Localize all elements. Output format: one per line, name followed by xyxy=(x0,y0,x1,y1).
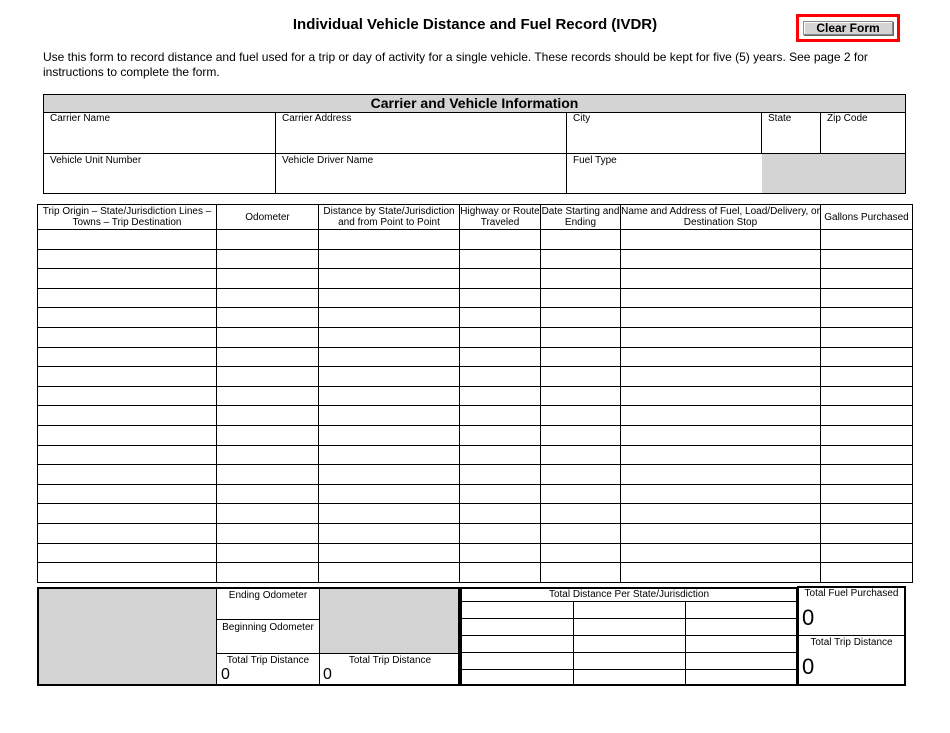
table-row xyxy=(38,288,913,308)
table-cell-input[interactable] xyxy=(541,523,621,543)
table-cell-input[interactable] xyxy=(460,465,541,485)
table-cell-input[interactable] xyxy=(541,406,621,426)
odometer-totals-block xyxy=(37,587,460,686)
state-label: State xyxy=(768,113,792,124)
table-header-row xyxy=(38,205,913,230)
column-header-trip-origin: Trip Origin – State/Jurisdiction Lines – Towns – Trip Destination xyxy=(38,205,217,230)
table-cell-input[interactable] xyxy=(821,504,913,524)
table-row xyxy=(38,563,913,583)
table-cell-input[interactable] xyxy=(217,484,319,504)
table-cell-input[interactable] xyxy=(38,425,217,445)
table-cell-input[interactable] xyxy=(460,484,541,504)
table-cell-input[interactable] xyxy=(217,386,319,406)
table-cell-input[interactable] xyxy=(319,425,460,445)
table-cell-input[interactable] xyxy=(217,563,319,583)
table-cell-input[interactable] xyxy=(821,347,913,367)
table-row xyxy=(38,425,913,445)
table-cell-input[interactable] xyxy=(319,288,460,308)
table-cell-input[interactable] xyxy=(460,386,541,406)
table-cell-input[interactable] xyxy=(621,504,821,524)
table-cell-input[interactable] xyxy=(621,230,821,250)
table-cell-input[interactable] xyxy=(460,504,541,524)
column-header-stop: Name and Address of Fuel, Load/Delivery, or Destination Stop xyxy=(621,206,820,228)
table-row xyxy=(38,249,913,269)
carrier-name-field[interactable] xyxy=(44,112,275,153)
table-row xyxy=(38,367,913,387)
per-state-heading: Total Distance Per State/Jurisdiction xyxy=(548,589,710,600)
table-cell-input[interactable] xyxy=(319,327,460,347)
trip-log-table xyxy=(37,204,913,583)
table-row xyxy=(38,347,913,367)
table-cell-input[interactable] xyxy=(38,406,217,426)
table-cell-input[interactable] xyxy=(541,543,621,563)
table-cell-input[interactable] xyxy=(217,425,319,445)
total-trip-distance-label-2: Total Trip Distance xyxy=(348,655,432,666)
table-cell-input[interactable] xyxy=(541,465,621,485)
table-cell-input[interactable] xyxy=(821,308,913,328)
table-cell-input[interactable] xyxy=(217,504,319,524)
table-cell-input[interactable] xyxy=(319,465,460,485)
table-cell-input[interactable] xyxy=(319,230,460,250)
table-cell-input[interactable] xyxy=(621,249,821,269)
table-cell-input[interactable] xyxy=(621,425,821,445)
table-cell-input[interactable] xyxy=(541,504,621,524)
unit-number-label: Vehicle Unit Number xyxy=(50,155,142,166)
table-cell-input[interactable] xyxy=(38,504,217,524)
table-cell-input[interactable] xyxy=(621,543,821,563)
table-cell-input[interactable] xyxy=(217,347,319,367)
table-cell-input[interactable] xyxy=(821,445,913,465)
table-cell-input[interactable] xyxy=(541,230,621,250)
table-cell-input[interactable] xyxy=(541,327,621,347)
per-state-distance-block xyxy=(460,587,798,686)
table-cell-input[interactable] xyxy=(38,484,217,504)
table-row xyxy=(38,484,913,504)
table-cell-input[interactable] xyxy=(460,327,541,347)
table-cell-input[interactable] xyxy=(541,445,621,465)
table-cell-input[interactable] xyxy=(217,230,319,250)
total-fuel-value: 0 xyxy=(802,605,815,630)
table-cell-input[interactable] xyxy=(621,327,821,347)
table-cell-input[interactable] xyxy=(460,347,541,367)
table-cell-input[interactable] xyxy=(460,230,541,250)
table-row xyxy=(38,543,913,563)
unit-number-field[interactable] xyxy=(44,154,275,194)
table-cell-input[interactable] xyxy=(541,484,621,504)
table-cell-input[interactable] xyxy=(621,523,821,543)
table-cell-input[interactable] xyxy=(460,308,541,328)
table-row xyxy=(38,327,913,347)
table-row xyxy=(38,406,913,426)
table-cell-input[interactable] xyxy=(319,386,460,406)
fuel-type-label: Fuel Type xyxy=(573,155,617,166)
table-cell-input[interactable] xyxy=(460,523,541,543)
table-row xyxy=(38,504,913,524)
table-cell-input[interactable] xyxy=(621,386,821,406)
table-cell-input[interactable] xyxy=(460,425,541,445)
table-cell-input[interactable] xyxy=(541,563,621,583)
table-cell-input[interactable] xyxy=(460,367,541,387)
carrier-address-label: Carrier Address xyxy=(282,113,352,124)
table-cell-input[interactable] xyxy=(319,543,460,563)
table-cell-input[interactable] xyxy=(621,269,821,289)
ending-odometer-label: Ending Odometer xyxy=(228,590,308,601)
table-cell-input[interactable] xyxy=(821,543,913,563)
table-cell-input[interactable] xyxy=(821,327,913,347)
table-cell-input[interactable] xyxy=(821,465,913,485)
table-cell-input[interactable] xyxy=(319,406,460,426)
zip-label: Zip Code xyxy=(827,113,868,124)
table-cell-input[interactable] xyxy=(319,367,460,387)
shaded-cell xyxy=(319,589,458,654)
column-header-date: Date Starting and Ending xyxy=(541,206,620,228)
zip-field[interactable] xyxy=(821,112,905,153)
column-header-odometer: Odometer xyxy=(217,205,319,230)
table-cell-input[interactable] xyxy=(821,523,913,543)
shaded-cell xyxy=(39,589,217,684)
table-cell-input[interactable] xyxy=(460,269,541,289)
table-row xyxy=(38,308,913,328)
state-field[interactable] xyxy=(762,112,820,153)
table-cell-input[interactable] xyxy=(621,445,821,465)
column-header-gallons: Gallons Purchased xyxy=(821,205,913,230)
table-cell-input[interactable] xyxy=(541,288,621,308)
table-cell-input[interactable] xyxy=(319,484,460,504)
table-cell-input[interactable] xyxy=(460,406,541,426)
table-cell-input[interactable] xyxy=(460,288,541,308)
intro-text: Use this form to record distance and fuel used for a trip or day of activity for a single vehicle. These records should be kept for five (5) years. See page 2 for instructions to complete the form. xyxy=(43,50,868,79)
total-trip-distance-value: 0 xyxy=(221,666,230,683)
carrier-section-heading: Carrier and Vehicle Information xyxy=(44,95,905,113)
table-cell-input[interactable] xyxy=(38,230,217,250)
table-cell-input[interactable] xyxy=(217,465,319,485)
table-cell-input[interactable] xyxy=(38,269,217,289)
table-cell-input[interactable] xyxy=(621,465,821,485)
table-cell-input[interactable] xyxy=(621,484,821,504)
table-cell-input[interactable] xyxy=(621,563,821,583)
table-cell-input[interactable] xyxy=(38,563,217,583)
table-cell-input[interactable] xyxy=(319,249,460,269)
table-cell-input[interactable] xyxy=(621,288,821,308)
table-row xyxy=(38,523,913,543)
carrier-name-label: Carrier Name xyxy=(50,113,111,124)
table-cell-input[interactable] xyxy=(217,445,319,465)
table-cell-input[interactable] xyxy=(217,288,319,308)
table-cell-input[interactable] xyxy=(217,269,319,289)
table-cell-input[interactable] xyxy=(541,425,621,445)
table-cell-input[interactable] xyxy=(38,465,217,485)
clear-form-highlight xyxy=(796,14,900,42)
table-cell-input[interactable] xyxy=(460,445,541,465)
table-cell-input[interactable] xyxy=(38,347,217,367)
table-cell-input[interactable] xyxy=(319,504,460,524)
city-field[interactable] xyxy=(567,112,761,153)
table-cell-input[interactable] xyxy=(319,563,460,583)
driver-name-field[interactable] xyxy=(276,154,566,194)
table-cell-input[interactable] xyxy=(319,445,460,465)
carrier-address-field[interactable] xyxy=(276,112,566,153)
total-trip-distance-label-3: Total Trip Distance xyxy=(810,637,893,648)
table-cell-input[interactable] xyxy=(460,249,541,269)
driver-name-label: Vehicle Driver Name xyxy=(282,155,374,166)
table-cell-input[interactable] xyxy=(38,543,217,563)
table-cell-input[interactable] xyxy=(38,386,217,406)
table-row xyxy=(38,386,913,406)
carrier-vehicle-section xyxy=(43,94,906,194)
table-cell-input[interactable] xyxy=(38,445,217,465)
table-cell-input[interactable] xyxy=(38,308,217,328)
table-cell-input[interactable] xyxy=(38,367,217,387)
table-cell-input[interactable] xyxy=(217,543,319,563)
table-cell-input[interactable] xyxy=(319,269,460,289)
table-cell-input[interactable] xyxy=(821,249,913,269)
table-cell-input[interactable] xyxy=(217,327,319,347)
table-cell-input[interactable] xyxy=(821,230,913,250)
beginning-odometer-label: Beginning Odometer xyxy=(222,622,314,633)
table-cell-input[interactable] xyxy=(319,523,460,543)
table-cell-input[interactable] xyxy=(319,347,460,367)
table-row xyxy=(38,230,913,250)
table-row xyxy=(38,465,913,485)
table-cell-input[interactable] xyxy=(541,269,621,289)
table-cell-input[interactable] xyxy=(460,563,541,583)
total-trip-distance-label: Total Trip Distance xyxy=(226,655,310,666)
table-cell-input[interactable] xyxy=(821,563,913,583)
table-cell-input[interactable] xyxy=(541,367,621,387)
table-cell-input[interactable] xyxy=(541,308,621,328)
table-cell-input[interactable] xyxy=(319,308,460,328)
table-cell-input[interactable] xyxy=(541,386,621,406)
table-cell-input[interactable] xyxy=(821,367,913,387)
column-header-highway: Highway or Route Traveled xyxy=(460,206,540,228)
table-cell-input[interactable] xyxy=(821,269,913,289)
fuel-totals-block xyxy=(797,586,906,686)
table-cell-input[interactable] xyxy=(821,425,913,445)
table-cell-input[interactable] xyxy=(541,347,621,367)
table-cell-input[interactable] xyxy=(821,484,913,504)
clear-form-button[interactable]: Clear Form xyxy=(803,21,893,35)
table-cell-input[interactable] xyxy=(38,288,217,308)
table-cell-input[interactable] xyxy=(217,523,319,543)
table-cell-input[interactable] xyxy=(217,249,319,269)
table-row xyxy=(38,269,913,289)
table-cell-input[interactable] xyxy=(621,347,821,367)
table-cell-input[interactable] xyxy=(217,367,319,387)
table-cell-input[interactable] xyxy=(460,543,541,563)
table-cell-input[interactable] xyxy=(621,406,821,426)
table-cell-input[interactable] xyxy=(621,367,821,387)
table-cell-input[interactable] xyxy=(621,308,821,328)
column-header-distance: Distance by State/Jurisdiction and from Point to Point xyxy=(319,205,460,230)
form-title: Individual Vehicle Distance and Fuel Record (IVDR) xyxy=(292,16,658,33)
table-cell-input[interactable] xyxy=(38,249,217,269)
table-cell-input[interactable] xyxy=(38,327,217,347)
shaded-cell xyxy=(762,154,905,193)
table-cell-input[interactable] xyxy=(217,406,319,426)
table-cell-input[interactable] xyxy=(541,249,621,269)
table-cell-input[interactable] xyxy=(821,288,913,308)
total-trip-distance-value-3: 0 xyxy=(802,654,815,679)
table-cell-input[interactable] xyxy=(821,406,913,426)
table-cell-input[interactable] xyxy=(821,386,913,406)
city-label: City xyxy=(573,113,591,124)
total-trip-distance-value-2: 0 xyxy=(323,666,332,683)
table-cell-input[interactable] xyxy=(217,308,319,328)
table-cell-input[interactable] xyxy=(38,523,217,543)
total-fuel-label: Total Fuel Purchased xyxy=(804,588,899,599)
table-row xyxy=(38,445,913,465)
fuel-type-field[interactable] xyxy=(567,154,761,194)
